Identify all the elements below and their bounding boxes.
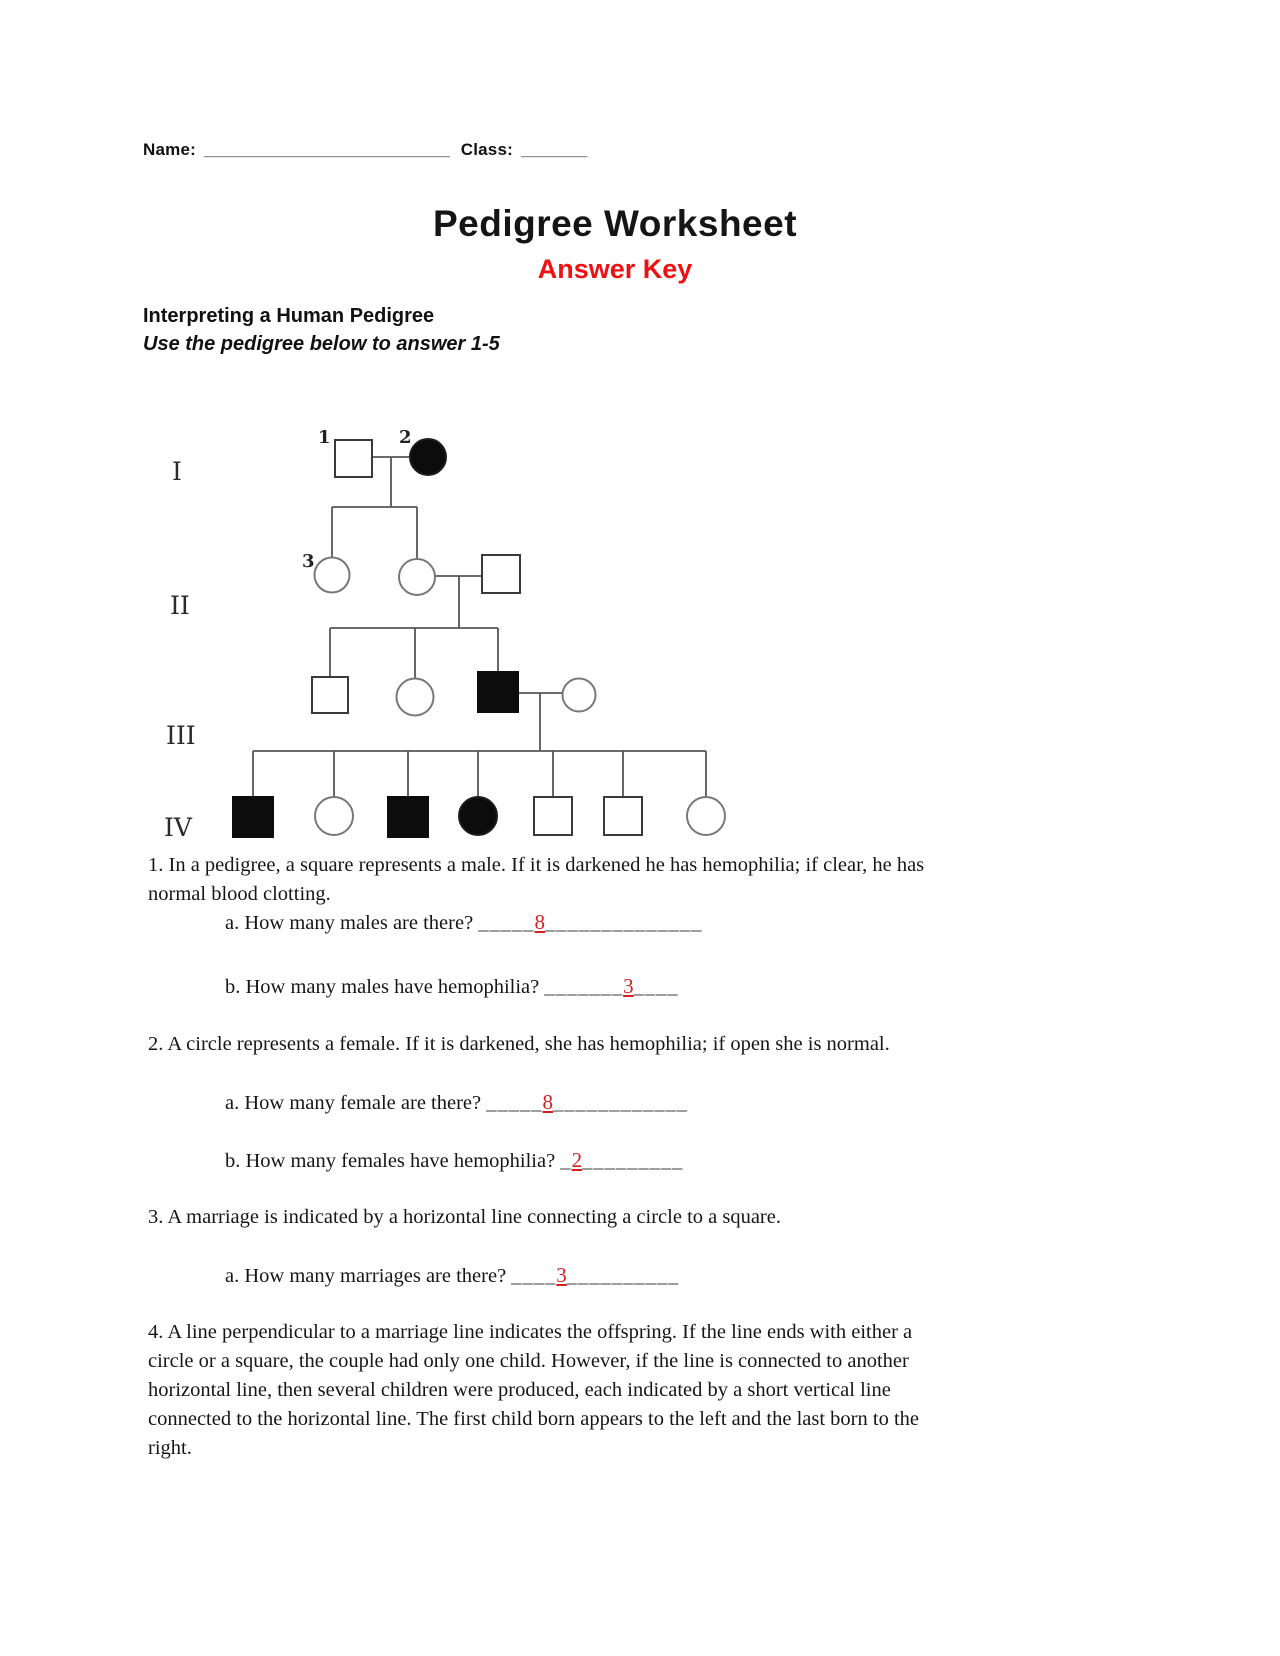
question-1-line-1: 1. In a pedigree, a square represents a male. If it is darkened he has hemophilia; if clear, he has xyxy=(148,854,925,876)
section-heading: Interpreting a Human Pedigree xyxy=(143,305,435,327)
question-3 xyxy=(148,1203,1128,1232)
pedigree-lines xyxy=(253,457,706,797)
answer-value-2a: 8 xyxy=(542,1090,553,1114)
question-1 xyxy=(148,851,1128,909)
question-3-line-1: 3. A marriage is indicated by a horizontal line connecting a circle to a square. xyxy=(148,1206,781,1228)
answer-blank-pre: _______ xyxy=(544,976,624,998)
question-2a xyxy=(225,1088,1205,1118)
question-4-line-4: connected to the horizontal line. The first child born appears to the left and the last born to the xyxy=(148,1408,919,1430)
pedigree-individual-IV-7 xyxy=(687,797,725,835)
answer-blank-pre: _____ xyxy=(478,912,535,934)
class-blank: _______ xyxy=(520,140,588,159)
generation-label-2: II xyxy=(170,591,190,620)
question-2a-text: a. How many female are there? xyxy=(225,1092,487,1114)
question-4-line-3: horizontal line, then several children were produced, each indicated by a short vertical line xyxy=(148,1379,891,1401)
question-1b xyxy=(225,972,1205,1002)
question-4-line-1: 4. A line perpendicular to a marriage line indicates the offspring. If the line ends with either a xyxy=(148,1321,913,1343)
question-3a xyxy=(225,1261,1205,1291)
pedigree-individual-IV-1 xyxy=(233,797,273,837)
answer-blank-pre: _____ xyxy=(486,1092,543,1114)
pedigree-individual-III-4 xyxy=(563,679,596,712)
question-4-line-2: circle or a square, the couple had only one child. However, if the line is connected to another xyxy=(148,1350,909,1372)
answer-blank-pre: ____ xyxy=(511,1265,557,1287)
answer-value-1b: 3 xyxy=(623,974,634,998)
pedigree-individual-I-2 xyxy=(410,439,446,475)
generation-label-1: I xyxy=(172,457,182,486)
question-2-line-1: 2. A circle represents a female. If it is darkened, she has hemophilia; if open she is normal. xyxy=(148,1033,890,1055)
pedigree-individual-IV-2 xyxy=(315,797,353,835)
answer-key-subtitle: Answer Key xyxy=(537,254,693,284)
pedigree-individual-III-3 xyxy=(478,672,518,712)
question-2b xyxy=(225,1146,1205,1176)
pedigree-individual-IV-6 xyxy=(604,797,642,835)
question-1-line-2: normal blood clotting. xyxy=(148,883,331,905)
class-label: Class: xyxy=(460,140,513,159)
pedigree-individual-number-3: 3 xyxy=(302,551,315,572)
question-1a-text: a. How many males are there? xyxy=(225,912,479,934)
answer-blank-post: ____________ xyxy=(553,1092,688,1114)
pedigree-individual-I-1 xyxy=(335,440,372,477)
generation-label-4: IV xyxy=(164,813,192,842)
page-title: Pedigree Worksheet xyxy=(432,203,798,244)
pedigree-individual-II-3 xyxy=(315,558,350,593)
pedigree-diagram xyxy=(150,390,775,855)
question-1a xyxy=(225,908,1205,938)
answer-value-3a: 3 xyxy=(556,1263,567,1287)
answer-blank-post: ______________ xyxy=(545,912,703,934)
pedigree-individual-IV-5 xyxy=(534,797,572,835)
question-4 xyxy=(148,1318,1128,1463)
pedigree-individual-II-5 xyxy=(482,555,520,593)
name-class-row xyxy=(143,140,593,160)
question-2 xyxy=(148,1030,1128,1059)
pedigree-individual-number-2: 2 xyxy=(399,427,412,448)
pedigree-individual-III-1 xyxy=(312,677,348,713)
name-label: Name: xyxy=(143,140,196,159)
pedigree-individuals xyxy=(233,427,725,837)
pedigree-individual-number-1: 1 xyxy=(318,427,331,448)
answer-blank-post: __________ xyxy=(566,1265,680,1287)
answer-blank-pre: _ xyxy=(560,1150,572,1172)
pedigree-individual-IV-3 xyxy=(388,797,428,837)
generation-label-3: III xyxy=(166,721,196,750)
answer-blank-post: _________ xyxy=(582,1150,684,1172)
answer-blank-post: ____ xyxy=(633,976,679,998)
section-subheading: Use the pedigree below to answer 1-5 xyxy=(143,333,500,355)
name-blank: __________________________ xyxy=(203,140,450,159)
answer-value-1a: 8 xyxy=(534,910,546,934)
pedigree-individual-III-2 xyxy=(397,679,434,716)
question-2b-text: b. How many females have hemophilia? xyxy=(225,1150,561,1172)
question-1b-text: b. How many males have hemophilia? xyxy=(225,976,545,998)
question-4-line-5: right. xyxy=(148,1437,192,1459)
question-3a-text: a. How many marriages are there? xyxy=(225,1265,512,1287)
answer-value-2b: 2 xyxy=(571,1148,583,1172)
pedigree-individual-IV-4 xyxy=(459,797,497,835)
pedigree-individual-II-4 xyxy=(399,559,435,595)
